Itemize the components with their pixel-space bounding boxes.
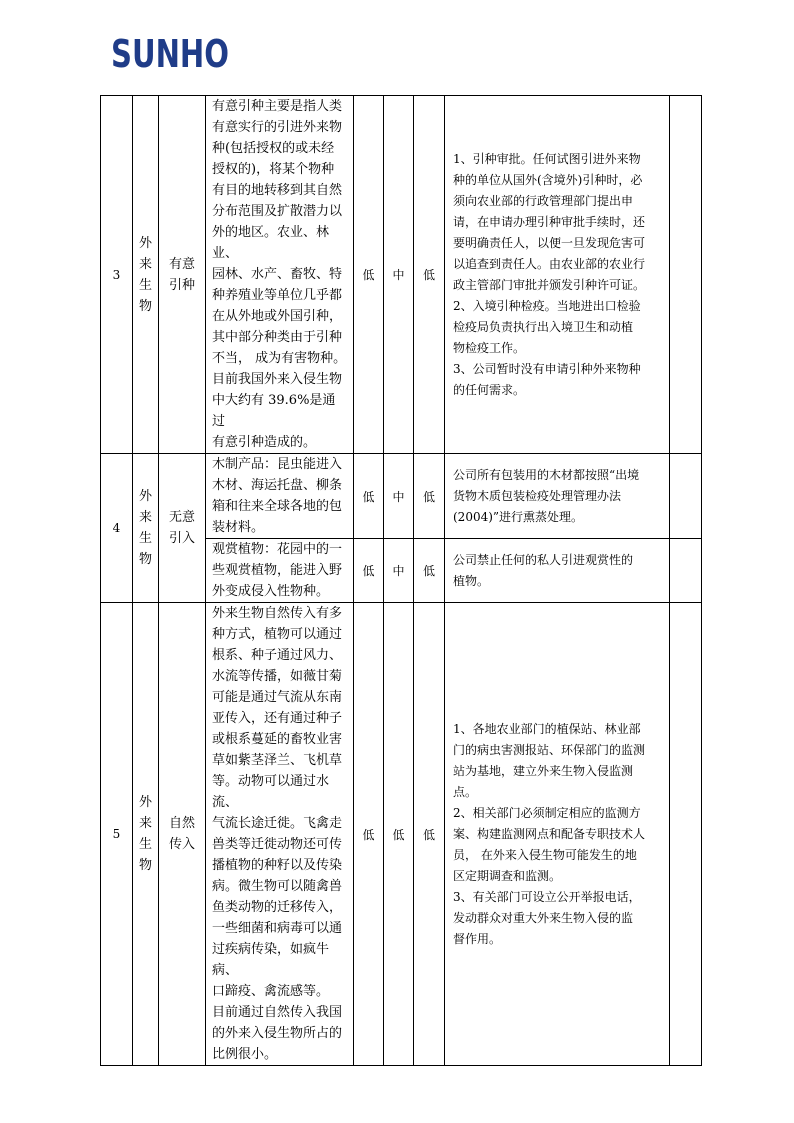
text-line: 点。 — [453, 784, 478, 799]
type-line: 无意 — [168, 510, 195, 525]
text-line: 或根系蔓延的畜牧业害 — [212, 732, 343, 747]
text-line: 2、入境引种检疫。当地进出口检验 — [453, 298, 641, 313]
text-line: 在从外地或外国引种， — [212, 309, 343, 324]
text-line: 检疫局负责执行出入境卫生和动植 — [453, 319, 634, 334]
category-cell — [133, 603, 159, 1066]
text-line: 有意实行的引进外来物 — [212, 120, 343, 135]
type-line: 引入 — [168, 531, 195, 546]
empty-cell — [670, 539, 702, 603]
text-line: 病。微生物可以随禽兽 — [212, 879, 343, 894]
text-line: 不当， 成为有害物种。 — [212, 351, 347, 366]
text-line: 以追查到责任人。由农业部的农业行 — [453, 256, 646, 271]
category-cell — [133, 454, 159, 603]
type-line: 自然 — [168, 816, 195, 831]
text-line: 案、构建监测网点和配备专职技术人 — [453, 826, 646, 841]
text-line: 请，在申请办理引种审批手续时，还 — [453, 214, 646, 229]
measure-cell — [445, 603, 670, 1066]
text-line: 目前通过自然传入我国 — [212, 1005, 343, 1020]
text-line: 种的单位从国外(含境外)引种时，必 — [453, 172, 643, 187]
type-cell — [159, 96, 206, 454]
category-char: 来 — [138, 510, 152, 525]
level-cell: 中 — [384, 454, 414, 539]
category-char: 来 — [138, 816, 152, 831]
text-line: 1、各地农业部门的植保站、林业部 — [453, 721, 641, 736]
sunho-logo — [111, 34, 231, 74]
text-line: 3、有关部门可设立公开举报电话， — [453, 889, 641, 904]
level-cell: 低 — [354, 603, 384, 1066]
type-cell — [159, 603, 206, 1066]
measure-cell — [445, 539, 670, 603]
text-line: 督作用。 — [453, 931, 502, 946]
text-line: 气流长途迁徙。飞禽走 — [212, 816, 343, 831]
level-cell: 低 — [354, 539, 384, 603]
text-line: 播植物的种籽以及传染 — [212, 858, 343, 873]
text-line: 鱼类动物的迁移传入， — [212, 900, 343, 915]
text-line: 园林、水产、畜牧、特 — [212, 267, 343, 282]
description-cell — [206, 454, 354, 539]
level-cell: 低 — [414, 454, 445, 539]
category-cell — [133, 96, 159, 454]
row-number: 4 — [101, 454, 133, 603]
text-line: 种(包括授权的或未经 — [212, 141, 335, 156]
text-line: 木材、海运托盘、柳条 — [212, 478, 343, 493]
text-line: 要明确责任人，以便一旦发现危害可 — [453, 235, 646, 250]
text-line: 种方式，植物可以通过 — [212, 627, 343, 642]
text-line: 过疾病传染，如疯牛病、 — [212, 942, 330, 978]
category-char: 物 — [138, 298, 152, 314]
empty-cell — [670, 603, 702, 1066]
text-line: 口蹄疫、禽流感等。 — [212, 984, 330, 999]
logo-text: SUNHO — [111, 32, 229, 76]
text-line: 须向农业部的行政管理部门提出申 — [453, 193, 634, 208]
text-line: (2004)”进行熏蒸处理。 — [453, 509, 584, 524]
text-line: 中大约有 39.6%是通过 — [212, 393, 336, 429]
text-line: 水流等传播，如薇甘菊 — [212, 669, 343, 684]
table-row — [101, 96, 702, 454]
category-char: 外 — [138, 235, 152, 251]
text-line: 的任何需求。 — [453, 382, 526, 397]
level-cell: 低 — [414, 96, 445, 454]
text-line: 的外来入侵生物所占的 — [212, 1026, 343, 1041]
text-line: 门的病虫害测报站、环保部门的监测 — [453, 742, 646, 757]
category-char: 外 — [138, 489, 152, 504]
table-row — [101, 603, 702, 1066]
text-line: 箱和往来全球各地的包 — [212, 499, 343, 514]
text-line: 授权的)，将某个物种 — [212, 162, 335, 177]
text-line: 等。动物可以通过水流、 — [212, 774, 330, 810]
level-cell: 中 — [384, 539, 414, 603]
text-line: 公司禁止任何的私人引进观赏性的 — [453, 552, 634, 567]
category-char: 物 — [138, 858, 152, 873]
text-line: 货物木质包装检疫处理管理办法 — [453, 488, 622, 503]
level-cell: 低 — [414, 603, 445, 1066]
level-cell: 低 — [414, 539, 445, 603]
text-line: 员， 在外来入侵生物可能发生的地 — [453, 847, 637, 862]
text-line: 1、引种审批。任何试图引进外来物 — [453, 151, 641, 166]
level-cell: 低 — [354, 96, 384, 454]
type-cell — [159, 454, 206, 603]
text-line: 些观赏植物，能进入野 — [212, 563, 343, 578]
category-char: 生 — [138, 277, 152, 293]
text-line: 有目的地转移到其自然 — [212, 183, 343, 198]
category-char: 生 — [138, 531, 152, 546]
type-line: 有意 — [168, 256, 195, 272]
type-line: 引种 — [168, 277, 195, 293]
empty-cell — [670, 454, 702, 539]
text-line: 一些细菌和病毒可以通 — [212, 921, 343, 936]
text-line: 物检疫工作。 — [453, 340, 526, 355]
text-line: 装材料。 — [212, 520, 265, 535]
text-line: 分布范围及扩散潜力以 — [212, 204, 343, 219]
text-line: 植物。 — [453, 573, 490, 588]
row-number: 3 — [101, 96, 133, 454]
text-line: 外的地区。农业、林业、 — [212, 225, 330, 261]
text-line: 亚传入，还有通过种子 — [212, 711, 343, 726]
measure-cell — [445, 454, 670, 539]
risk-table — [100, 95, 702, 1066]
text-line: 发动群众对重大外来生物入侵的监 — [453, 910, 634, 925]
category-char: 生 — [138, 837, 152, 852]
category-char: 外 — [138, 795, 152, 810]
text-line: 2、相关部门必须制定相应的监测方 — [453, 805, 641, 820]
type-line: 传入 — [168, 837, 195, 852]
text-line: 公司所有包装用的木材都按照“出境 — [453, 467, 640, 482]
text-line: 草如紫茎泽兰、飞机草 — [212, 753, 343, 768]
measure-cell — [445, 96, 670, 454]
level-cell: 低 — [354, 454, 384, 539]
category-char: 来 — [138, 256, 152, 272]
description-cell — [206, 539, 354, 603]
table-row — [101, 454, 702, 539]
text-line: 有意引种主要是指人类 — [212, 99, 343, 114]
row-number: 5 — [101, 603, 133, 1066]
text-line: 其中部分种类由于引种 — [212, 330, 343, 345]
text-line: 区定期调查和监测。 — [453, 868, 562, 883]
text-line: 可能是通过气流从东南 — [212, 690, 343, 705]
text-line: 目前我国外来入侵生物 — [212, 372, 343, 387]
text-line: 根系、种子通过风力、 — [212, 648, 343, 663]
text-line: 种养殖业等单位几乎都 — [212, 288, 343, 303]
description-cell — [206, 603, 354, 1066]
category-char: 物 — [138, 552, 152, 567]
text-line: 外变成侵入性物种。 — [212, 584, 330, 599]
description-cell — [206, 96, 354, 454]
empty-cell — [670, 96, 702, 454]
level-cell: 中 — [384, 96, 414, 454]
level-cell: 低 — [384, 603, 414, 1066]
text-line: 比例很小。 — [212, 1047, 278, 1062]
text-line: 兽类等迁徙动物还可传 — [212, 837, 343, 852]
text-line: 站为基地，建立外来生物入侵监测 — [453, 763, 634, 778]
text-line: 3、公司暂时没有申请引种外来物种 — [453, 361, 641, 376]
text-line: 观赏植物：花园中的一 — [212, 542, 343, 557]
text-line: 有意引种造成的。 — [212, 435, 317, 450]
text-line: 政主管部门审批并颁发引种许可证。 — [453, 277, 646, 292]
text-line: 外来生物自然传入有多 — [212, 606, 343, 621]
text-line: 木制产品：昆虫能进入 — [212, 457, 343, 472]
